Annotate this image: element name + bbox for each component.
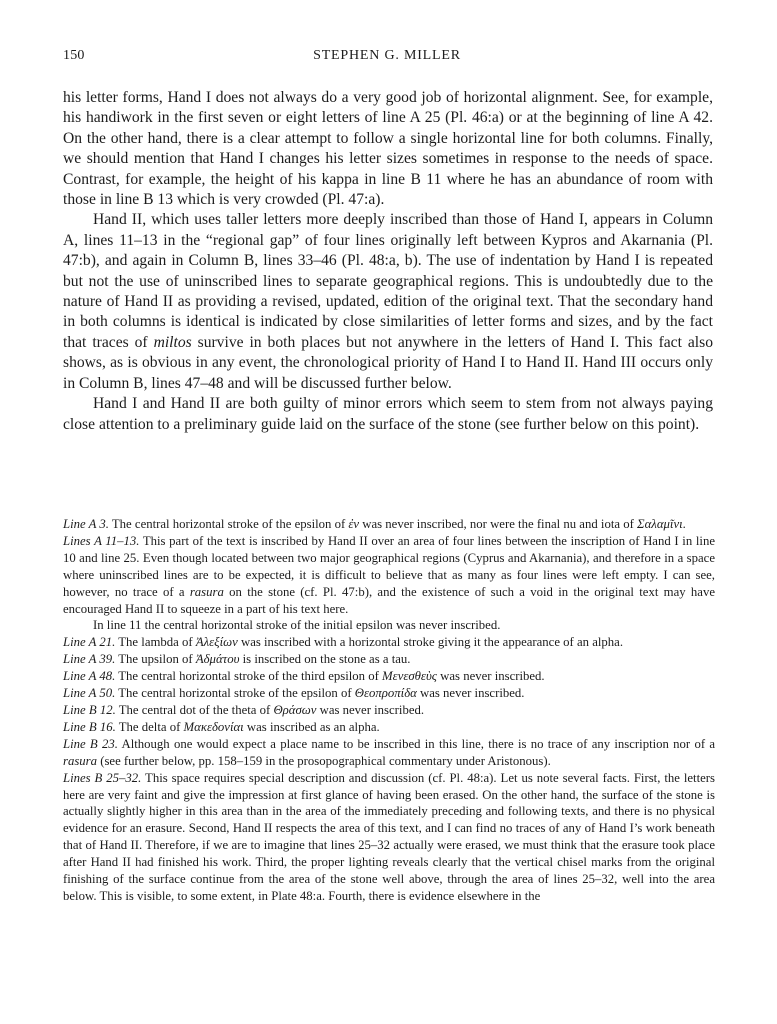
- paragraph-2: [63, 210, 713, 394]
- note-label: Line A 39.: [63, 652, 116, 667]
- note-text: The central horizontal stroke of the epsilon of: [115, 686, 355, 701]
- paragraph-1-text: his letter forms, Hand I does not always do a very good job of horizontal alignment. See, for example, his handiwork in the first seven or eight letters of line A 25 (Pl. 46:a) or at the beginning of line A 42. On the other hand, there is a clear attempt to follow a single horizontal line for both columns. Finally, we should mention that Hand I changes his letter sizes sometimes in response to the needs of space. Contrast, for example, the height of his kappa in line B 11 where he has an abundance of room with those in line B 13 which is very crowded (Pl. 47:a).: [63, 89, 713, 209]
- note-text: The central horizontal stroke of the third epsilon of: [115, 669, 383, 684]
- paragraph-1: [63, 88, 713, 210]
- note-text: Although one would expect a place name to be inscribed in this line, there is no trace of any inscription nor of a: [117, 736, 715, 751]
- note-label: Lines B 25–32.: [63, 770, 142, 785]
- greek-word: Μενεσθεὺς: [382, 669, 437, 684]
- paragraph-3-text: Hand I and Hand II are both guilty of minor errors which seem to stem from not always paying close attention to a preliminary guide laid on the surface of the stone (see further below on this point).: [63, 395, 713, 433]
- note-label: Line A 48.: [63, 669, 116, 684]
- greek-word: Μακεδονίαι: [183, 719, 244, 734]
- note-line-b16: [63, 719, 715, 736]
- paragraph-2-italic-term: miltos: [153, 333, 192, 351]
- note-label: Lines A 11–13.: [63, 533, 140, 548]
- epigraphical-notes: [63, 516, 715, 905]
- note-label: Line A 21.: [63, 635, 116, 650]
- note-text: The upsilon of: [115, 652, 196, 667]
- running-head: STEPHEN G. MILLER: [313, 48, 461, 63]
- note-text: was never inscribed.: [316, 702, 425, 717]
- note-text: was never inscribed.: [416, 686, 525, 701]
- note-label: Line B 12.: [63, 702, 116, 717]
- page-header: [63, 48, 711, 68]
- note-line-b23: [63, 736, 715, 770]
- note-text: The lambda of: [115, 635, 196, 650]
- note-line-a3: [63, 516, 715, 533]
- paragraph-2-text-b: survive in both places but not anywhere in the letters of Hand I. This fact also shows, as is obvious in any event, the chronological priority of Hand I to Hand II. Hand III occurs only in Column B, lines 47–48 and will be discussed further below.: [63, 333, 713, 392]
- note-line-a50: [63, 685, 715, 702]
- italic-term: rasura: [189, 584, 224, 599]
- note-text: was never inscribed, nor were the final nu and iota of: [359, 517, 638, 531]
- note-line-b12: [63, 702, 715, 719]
- note-text: This space requires special description and discussion (cf. Pl. 48:a). Let us note several facts. First, the letters here are very faint and give the impression at first glance of having been erased. On the other hand, the surface of the stone is actually slightly higher in this area than in the area of the immediately preceding and following texts, and there is no physical evidence for an erasure. Second, Hand II respects the area of this text, and I can find no traces of any of Hand I’s work beneath that of Hand II. Therefore, if we are to imagine that lines 25–32 actually were erased, we must think that the erasure took place after Hand II had finished his work. Third, the proper lighting reveals clearly that the vertical chisel marks from the original finishing of the surface continue from the area of the stone well above, through the area of lines 25–32, well into the area below. This is visible, to some extent, in Plate 48:a. Fourth, there is evidence elsewhere in the: [63, 770, 715, 903]
- note-line-a11-continuation: [63, 617, 715, 634]
- italic-term: rasura: [63, 753, 98, 768]
- note-text: was never inscribed.: [436, 669, 545, 684]
- note-text: was inscribed with a horizontal stroke giving it the appearance of an alpha.: [237, 635, 624, 650]
- greek-word: Σαλαμῖνι: [637, 517, 683, 531]
- note-text: The central dot of the theta of: [115, 702, 274, 717]
- note-text: (see further below, pp. 158–159 in the prosopographical commentary under Aristonous).: [97, 753, 551, 768]
- note-label: Line A 50.: [63, 686, 116, 701]
- greek-word: Θράσων: [273, 702, 317, 717]
- greek-word: Θεοπροπίδα: [354, 686, 417, 701]
- note-text: was inscribed as an alpha.: [243, 719, 380, 734]
- note-line-a21: [63, 634, 715, 651]
- note-text: is inscribed on the stone as a tau.: [239, 652, 411, 667]
- main-text: [63, 88, 713, 435]
- note-text: This part of the text is inscribed by Hand II over an area of four lines between the inscription of Hand I in line 10 and line 25. Even though located between two major geographical regions (Cyprus and Akarnania), and therefore in a space where uninscribed lines are to be expected, it is difficult to believe that as many as four lines were left empty. I can see, however, no trace of a: [63, 533, 715, 599]
- note-line-a39: [63, 651, 715, 668]
- greek-word: Ἀδμάτου: [195, 652, 240, 667]
- note-text: .: [682, 517, 686, 531]
- note-lines-a11-13: [63, 533, 715, 618]
- note-label: Line B 16.: [63, 719, 116, 734]
- page-number: 150: [63, 48, 85, 63]
- greek-word: Ἀλεξίων: [195, 635, 238, 650]
- note-label: Line B 23.: [63, 736, 118, 751]
- greek-word: ἐν: [348, 517, 360, 531]
- note-text: In line 11 the central horizontal stroke of the initial epsilon was never inscribed.: [93, 618, 501, 633]
- note-label: Line A 3.: [63, 517, 109, 531]
- paragraph-2-text-a: Hand II, which uses taller letters more deeply inscribed than those of Hand I, appears in Column A, lines 11–13 in the “regional gap” of four lines originally left between Kypros and Akarnania (Pl. 47:b), and again in Column B, lines 33–46 (Pl. 48:a, b). The use of indentation by Hand I is repeated but not the use of uninscribed lines to separate geographical regions. This is undoubtedly due to the nature of Hand II as providing a revised, updated, edition of the original text. That the secondary hand in both columns is identical is indicated by close similarities of letter forms and sizes, and by the fact that traces of: [63, 211, 713, 351]
- note-text: The central horizontal stroke of the epsilon of: [108, 517, 349, 531]
- note-text: on the stone (cf. Pl. 47:b), and the existence of such a void in the original text may have encouraged Hand II to squeeze in a part of his text here.: [63, 584, 715, 616]
- note-line-a48: [63, 668, 715, 685]
- paragraph-3: [63, 394, 713, 435]
- note-lines-b25-32: [63, 770, 715, 905]
- note-text: The delta of: [115, 719, 184, 734]
